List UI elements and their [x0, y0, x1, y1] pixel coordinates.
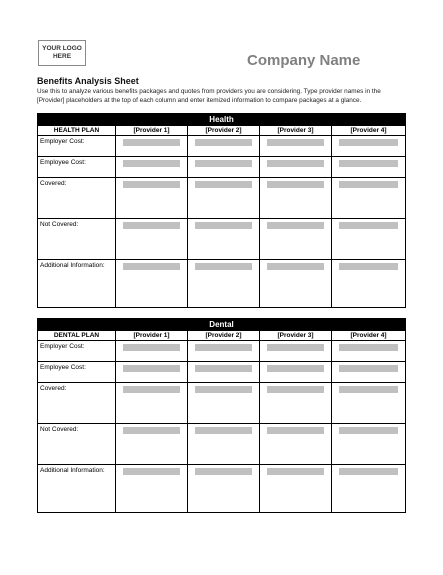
- table-row: [38, 383, 406, 424]
- row-label-additional-information: Additional Information:: [38, 260, 116, 308]
- table-row: [38, 219, 406, 260]
- placeholder-field[interactable]: [339, 386, 398, 393]
- placeholder-field[interactable]: [123, 181, 180, 188]
- placeholder-field[interactable]: [195, 365, 252, 372]
- placeholder-field[interactable]: [267, 263, 324, 270]
- table-row: [38, 157, 406, 178]
- entry-cell[interactable]: [332, 178, 406, 219]
- dental-section-header: [38, 319, 406, 331]
- placeholder-field[interactable]: [339, 139, 398, 146]
- placeholder-field[interactable]: [195, 181, 252, 188]
- health-column-header-row: [38, 126, 406, 136]
- entry-cell[interactable]: [260, 178, 332, 219]
- entry-cell[interactable]: [188, 424, 260, 465]
- health-section-title: Health: [38, 114, 406, 126]
- entry-cell[interactable]: [188, 157, 260, 178]
- entry-cell[interactable]: [332, 383, 406, 424]
- entry-cell[interactable]: [332, 362, 406, 383]
- placeholder-field[interactable]: [195, 160, 252, 167]
- provider-3-header[interactable]: [Provider 3]: [260, 331, 332, 341]
- sheet-title: Benefits Analysis Sheet: [37, 76, 139, 86]
- table-row: [38, 178, 406, 219]
- table-row: [38, 260, 406, 308]
- entry-cell[interactable]: [188, 465, 260, 513]
- placeholder-field[interactable]: [123, 222, 180, 229]
- entry-cell[interactable]: [260, 341, 332, 362]
- placeholder-field[interactable]: [123, 386, 180, 393]
- entry-cell[interactable]: [188, 383, 260, 424]
- row-label-not-covered: Not Covered:: [38, 219, 116, 260]
- row-label-employee-cost: Employee Cost:: [38, 362, 116, 383]
- table-row: [38, 341, 406, 362]
- logo-line-2: HERE: [52, 53, 72, 60]
- row-label-covered: Covered:: [38, 383, 116, 424]
- entry-cell[interactable]: [188, 136, 260, 157]
- placeholder-field[interactable]: [123, 365, 180, 372]
- entry-cell[interactable]: [188, 341, 260, 362]
- placeholder-field[interactable]: [195, 222, 252, 229]
- placeholder-field[interactable]: [195, 468, 252, 475]
- placeholder-field[interactable]: [267, 468, 324, 475]
- dental-section-title: Dental: [38, 319, 406, 331]
- entry-cell[interactable]: [260, 362, 332, 383]
- entry-cell[interactable]: [188, 219, 260, 260]
- placeholder-field[interactable]: [195, 386, 252, 393]
- placeholder-field[interactable]: [267, 222, 324, 229]
- placeholder-field[interactable]: [267, 344, 324, 351]
- logo-line-1: YOUR LOGO: [42, 45, 82, 52]
- entry-cell[interactable]: [332, 136, 406, 157]
- row-label-covered: Covered:: [38, 178, 116, 219]
- placeholder-field[interactable]: [123, 263, 180, 270]
- placeholder-field[interactable]: [123, 427, 180, 434]
- placeholder-field[interactable]: [339, 344, 398, 351]
- entry-cell[interactable]: [260, 383, 332, 424]
- entry-cell[interactable]: [260, 424, 332, 465]
- provider-2-header[interactable]: [Provider 2]: [188, 126, 260, 136]
- placeholder-field[interactable]: [123, 139, 180, 146]
- placeholder-field[interactable]: [339, 427, 398, 434]
- placeholder-field[interactable]: [195, 427, 252, 434]
- row-label-additional-information: Additional Information:: [38, 465, 116, 513]
- row-label-not-covered: Not Covered:: [38, 424, 116, 465]
- entry-cell[interactable]: [260, 136, 332, 157]
- provider-4-header[interactable]: [Provider 4]: [332, 331, 406, 341]
- entry-cell[interactable]: [188, 362, 260, 383]
- placeholder-field[interactable]: [195, 344, 252, 351]
- placeholder-field[interactable]: [123, 160, 180, 167]
- placeholder-field[interactable]: [339, 222, 398, 229]
- logo-placeholder: [38, 40, 86, 66]
- entry-cell[interactable]: [332, 424, 406, 465]
- row-label-employer-cost: Employer Cost:: [38, 136, 116, 157]
- placeholder-field[interactable]: [339, 365, 398, 372]
- placeholder-field[interactable]: [267, 365, 324, 372]
- instructions-text: Use this to analyze various benefits packages and quotes from providers you are considering. Type provider names in the [Provider] placeholders at the top of each column and enter itemized information to compare packages at a glance.: [37, 88, 381, 104]
- dental-column-header-row: [38, 331, 406, 341]
- table-row: [38, 362, 406, 383]
- entry-cell[interactable]: [188, 178, 260, 219]
- row-label-employee-cost: Employee Cost:: [38, 157, 116, 178]
- table-row: [38, 424, 406, 465]
- row-label-employer-cost: Employer Cost:: [38, 341, 116, 362]
- entry-cell[interactable]: [332, 341, 406, 362]
- placeholder-field[interactable]: [267, 386, 324, 393]
- entry-cell[interactable]: [116, 157, 188, 178]
- entry-cell[interactable]: [116, 424, 188, 465]
- dental-table: [37, 318, 406, 513]
- placeholder-field[interactable]: [195, 139, 252, 146]
- entry-cell[interactable]: [116, 260, 188, 308]
- entry-cell[interactable]: [116, 178, 188, 219]
- health-plan-label: HEALTH PLAN: [38, 126, 116, 136]
- entry-cell[interactable]: [116, 383, 188, 424]
- placeholder-field[interactable]: [195, 263, 252, 270]
- placeholder-field[interactable]: [267, 181, 324, 188]
- provider-1-header[interactable]: [Provider 1]: [116, 331, 188, 341]
- entry-cell[interactable]: [260, 465, 332, 513]
- placeholder-field[interactable]: [123, 344, 180, 351]
- placeholder-field[interactable]: [339, 160, 398, 167]
- placeholder-field[interactable]: [339, 263, 398, 270]
- provider-4-header[interactable]: [Provider 4]: [332, 126, 406, 136]
- table-row: [38, 465, 406, 513]
- placeholder-field[interactable]: [339, 468, 398, 475]
- entry-cell[interactable]: [332, 465, 406, 513]
- entry-cell[interactable]: [116, 465, 188, 513]
- health-table: [37, 113, 406, 308]
- placeholder-field[interactable]: [267, 427, 324, 434]
- placeholder-field[interactable]: [123, 468, 180, 475]
- placeholder-field[interactable]: [267, 160, 324, 167]
- entry-cell[interactable]: [116, 136, 188, 157]
- provider-2-header[interactable]: [Provider 2]: [188, 331, 260, 341]
- entry-cell[interactable]: [332, 157, 406, 178]
- table-row: [38, 136, 406, 157]
- placeholder-field[interactable]: [267, 139, 324, 146]
- health-section-header: [38, 114, 406, 126]
- entry-cell[interactable]: [116, 341, 188, 362]
- provider-1-header[interactable]: [Provider 1]: [116, 126, 188, 136]
- provider-3-header[interactable]: [Provider 3]: [260, 126, 332, 136]
- entry-cell[interactable]: [188, 260, 260, 308]
- entry-cell[interactable]: [332, 260, 406, 308]
- entry-cell[interactable]: [116, 362, 188, 383]
- entry-cell[interactable]: [332, 219, 406, 260]
- entry-cell[interactable]: [260, 157, 332, 178]
- dental-plan-label: DENTAL PLAN: [38, 331, 116, 341]
- entry-cell[interactable]: [260, 219, 332, 260]
- entry-cell[interactable]: [260, 260, 332, 308]
- company-name[interactable]: Company Name: [247, 52, 361, 69]
- placeholder-field[interactable]: [339, 181, 398, 188]
- entry-cell[interactable]: [116, 219, 188, 260]
